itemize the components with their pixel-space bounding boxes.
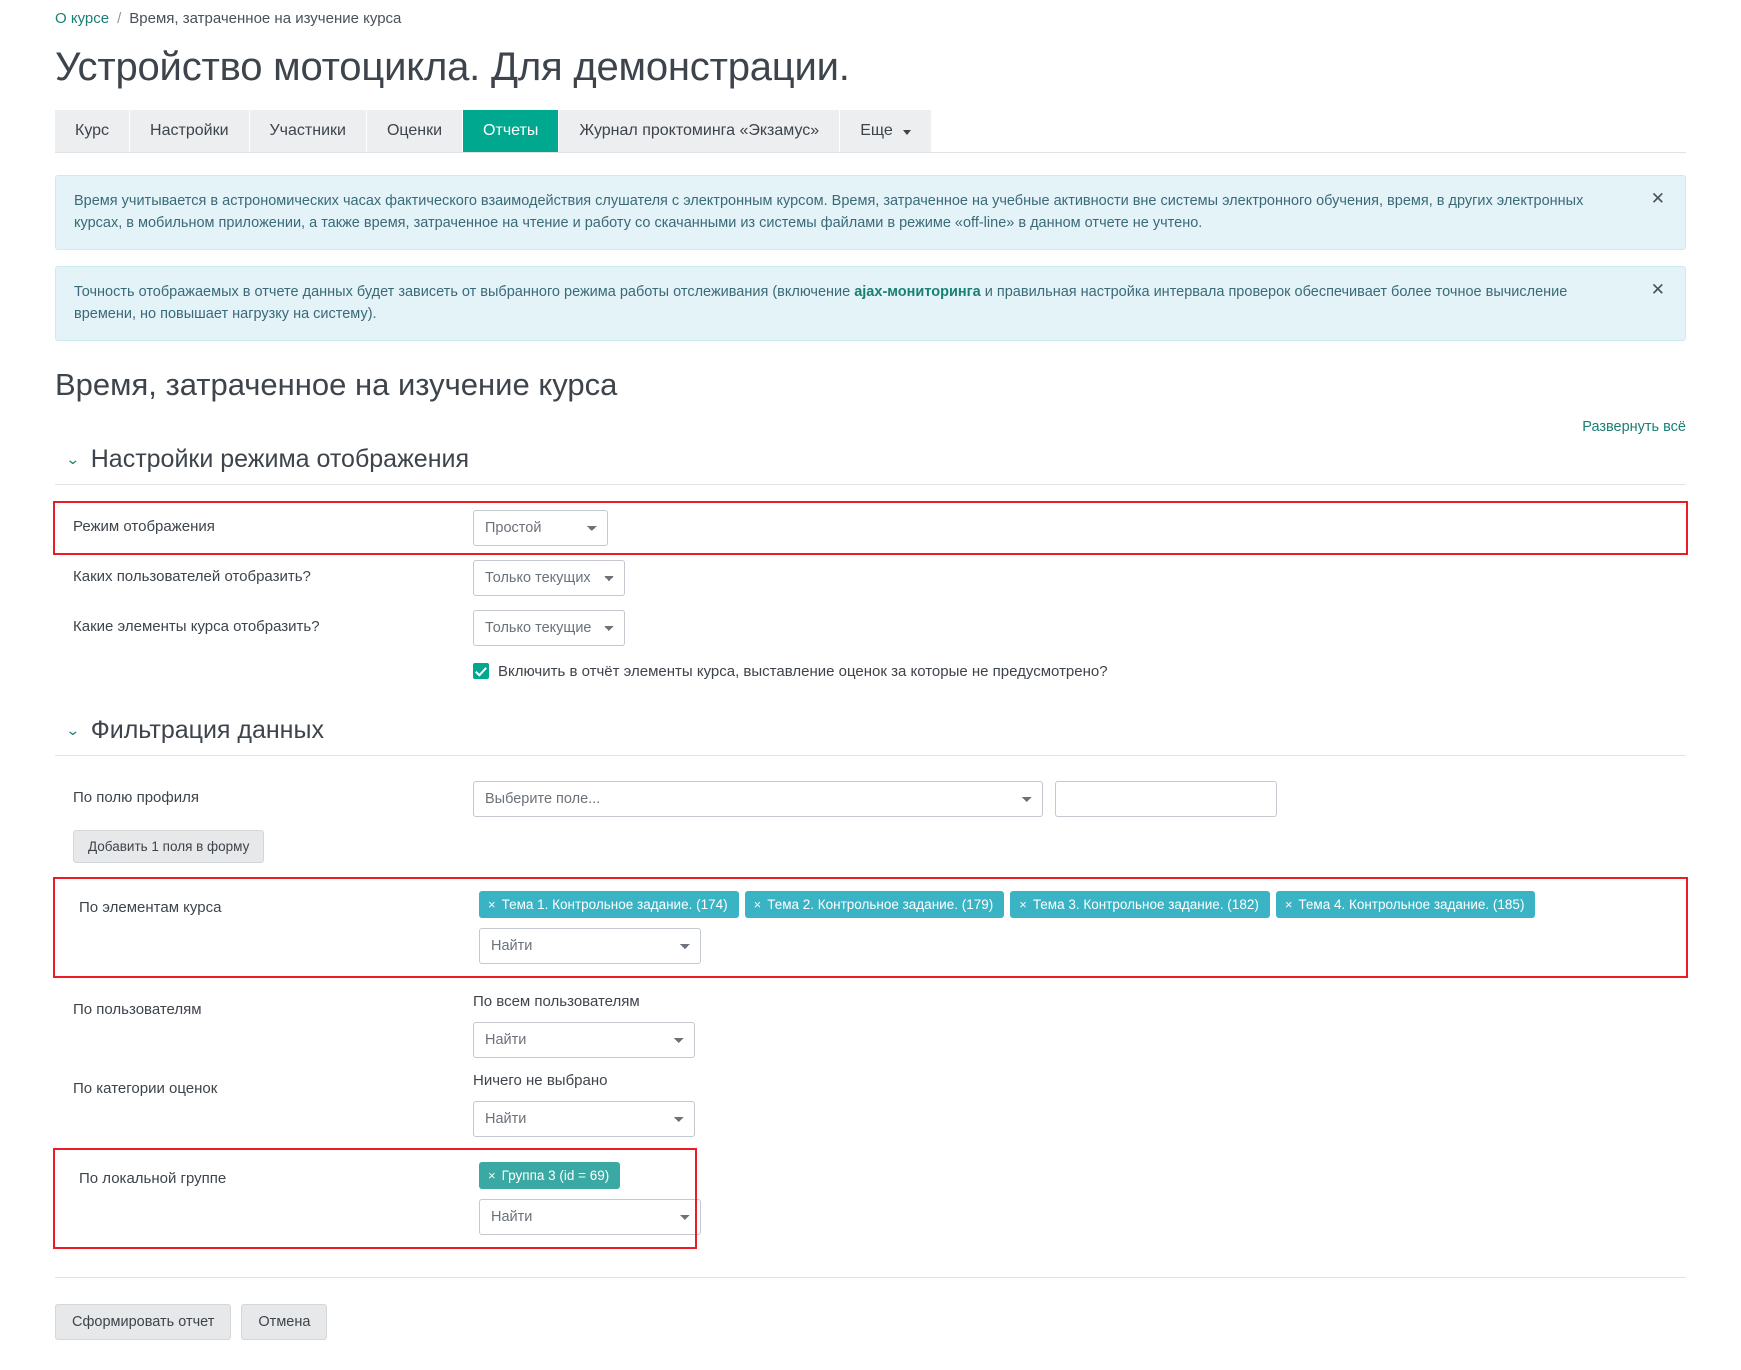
alert-time-info-close-icon[interactable]: ✕ xyxy=(1647,188,1669,209)
profile-field-label: По полю профиля xyxy=(73,788,199,806)
course-tabs xyxy=(55,110,1686,153)
profile-field-select[interactable] xyxy=(473,781,1043,817)
which-items-select[interactable] xyxy=(473,610,625,646)
breadcrumb xyxy=(55,0,1686,33)
generate-report-button[interactable]: Сформировать отчет xyxy=(55,1304,231,1340)
which-users-label: Каких пользователей отобразить? xyxy=(73,567,311,585)
which-users-row xyxy=(55,553,1686,603)
course-items-control xyxy=(479,891,1674,964)
alert-accuracy-close-icon[interactable]: ✕ xyxy=(1647,279,1669,300)
alert-accuracy-text-after: и правильная настройка интервала проверок обеспечивает более точное вычисление времени, но повышает нагрузку на систему). xyxy=(74,283,1568,323)
course-items-search-select[interactable] xyxy=(479,928,701,964)
tab-grades-label: Оценки xyxy=(386,122,443,139)
alert-accuracy-text-before: Точность отображаемых в отчете данных будет зависеть от выбранного режима работы отслеживания (включение xyxy=(74,283,855,300)
which-items-label: Какие элементы курса отобразить? xyxy=(73,617,320,635)
chevron-down-icon: ⌄ xyxy=(65,722,81,739)
form-actions xyxy=(55,1277,1686,1370)
tab-participants-label: Участники xyxy=(269,122,346,139)
course-item-token[interactable] xyxy=(479,891,739,918)
users-filter-row xyxy=(55,986,1686,1065)
local-group-row xyxy=(61,1160,683,1235)
course-item-token[interactable] xyxy=(1010,891,1270,918)
grade-category-filter-note: Ничего не выбрано xyxy=(473,1071,608,1089)
add-field-button[interactable]: Добавить 1 поля в форму xyxy=(73,830,264,863)
alert-accuracy-info xyxy=(55,266,1686,341)
profile-field-control xyxy=(473,781,1686,817)
chevron-down-icon: ⌄ xyxy=(65,451,81,468)
which-users-select[interactable] xyxy=(473,560,625,596)
course-item-token-label: Тема 3. Контрольное задание. (182) xyxy=(1032,896,1259,912)
local-group-label: По локальной группе xyxy=(79,1169,227,1187)
tab-grades[interactable] xyxy=(367,110,463,152)
tab-settings[interactable] xyxy=(130,110,249,152)
breadcrumb-link-course[interactable]: О курсе xyxy=(55,10,110,27)
alert-time-info-text: Время учитывается в астрономических часах фактического взаимодействия слушателя с электронным курсом. Время, затраченное на учебные активности вне системы электронного обучения, время, в других электронных курсах, в мобильном приложении, а также время, затраченное на чтение и работу со скачанными из системы файлами в режиме «off-line» в данном отчете не учтено. xyxy=(74,193,1584,232)
local-group-control xyxy=(479,1162,701,1235)
include-ungraded-row xyxy=(55,653,1686,686)
local-group-search-select[interactable] xyxy=(479,1199,701,1235)
course-items-token-list xyxy=(479,891,1674,918)
users-filter-label: По пользователям xyxy=(73,1000,202,1018)
grade-category-filter-control xyxy=(473,1072,1686,1137)
tab-course-label: Курс xyxy=(75,122,110,139)
profile-field-row xyxy=(55,774,1686,824)
local-group-block xyxy=(55,1150,695,1247)
display-mode-select[interactable] xyxy=(473,510,608,546)
users-filter-note: По всем пользователям xyxy=(473,992,640,1010)
display-mode-control xyxy=(473,510,1686,546)
local-group-token[interactable] xyxy=(479,1162,620,1189)
profile-field-value-input[interactable] xyxy=(1055,781,1277,817)
cancel-button[interactable]: Отмена xyxy=(241,1304,327,1340)
tab-participants[interactable] xyxy=(250,110,367,152)
display-mode-label: Режим отображения xyxy=(73,517,215,535)
tab-reports-label: Отчеты xyxy=(483,122,539,139)
expand-all-link[interactable]: Развернуть всё xyxy=(1582,418,1686,435)
breadcrumb-current: Время, затраченное на изучение курса xyxy=(129,10,402,27)
tab-course[interactable] xyxy=(55,110,130,152)
include-ungraded-checkbox[interactable] xyxy=(473,663,489,679)
display-mode-row xyxy=(55,503,1686,553)
alert-time-info xyxy=(55,175,1686,250)
course-item-token-label: Тема 1. Контрольное задание. (174) xyxy=(501,896,728,912)
course-item-token-label: Тема 2. Контрольное задание. (179) xyxy=(767,896,994,912)
display-settings-header[interactable] xyxy=(55,441,1686,485)
which-users-control xyxy=(473,560,1686,596)
local-group-token-list xyxy=(479,1162,701,1189)
report-section-title: Время, затраченное на изучение курса xyxy=(55,366,618,402)
grade-category-filter-row xyxy=(55,1065,1686,1144)
grade-category-filter-label: По категории оценок xyxy=(73,1079,218,1097)
users-filter-control xyxy=(473,993,1686,1058)
page-title: Устройство мотоцикла. Для демонстрации. xyxy=(55,45,850,89)
alert-accuracy-link[interactable]: ajax-мониторинга xyxy=(854,283,981,300)
tab-reports[interactable] xyxy=(463,110,559,152)
remove-token-icon[interactable]: × xyxy=(1284,896,1293,912)
users-filter-search-select[interactable] xyxy=(473,1022,695,1058)
local-group-token-label: Группа 3 (id = 69) xyxy=(501,1167,610,1183)
course-item-token[interactable] xyxy=(1276,891,1536,918)
course-item-token-label: Тема 4. Контрольное задание. (185) xyxy=(1298,896,1525,912)
grade-category-search-select[interactable] xyxy=(473,1101,695,1137)
data-filter-header[interactable] xyxy=(55,712,1686,756)
tab-more-label: Еще xyxy=(860,122,893,139)
which-items-row xyxy=(55,603,1686,653)
tab-proctoring-log-label: Журнал проктоминга «Экзамус» xyxy=(579,122,820,139)
tab-proctoring-log[interactable] xyxy=(559,110,840,152)
remove-token-icon[interactable]: × xyxy=(753,896,762,912)
tab-settings-label: Настройки xyxy=(150,122,229,139)
remove-token-icon[interactable]: × xyxy=(488,896,496,912)
data-filter-title: Фильтрация данных xyxy=(90,715,324,744)
include-ungraded-label: Включить в отчёт элементы курса, выставление оценок за которые не предусмотрено? xyxy=(498,662,1108,680)
course-items-label: По элементам курса xyxy=(79,898,222,916)
tab-more[interactable] xyxy=(840,110,932,152)
breadcrumb-separator: / xyxy=(117,10,122,27)
course-item-token[interactable] xyxy=(745,891,1005,918)
course-items-block xyxy=(55,879,1686,976)
remove-token-icon[interactable]: × xyxy=(1019,896,1027,912)
course-items-row xyxy=(61,889,1674,964)
chevron-down-icon xyxy=(903,130,911,135)
add-field-row xyxy=(55,830,1686,863)
remove-token-icon[interactable]: × xyxy=(488,1167,496,1183)
display-settings-title: Настройки режима отображения xyxy=(90,444,470,473)
expand-all-container xyxy=(55,419,1686,435)
which-items-control xyxy=(473,610,1686,646)
